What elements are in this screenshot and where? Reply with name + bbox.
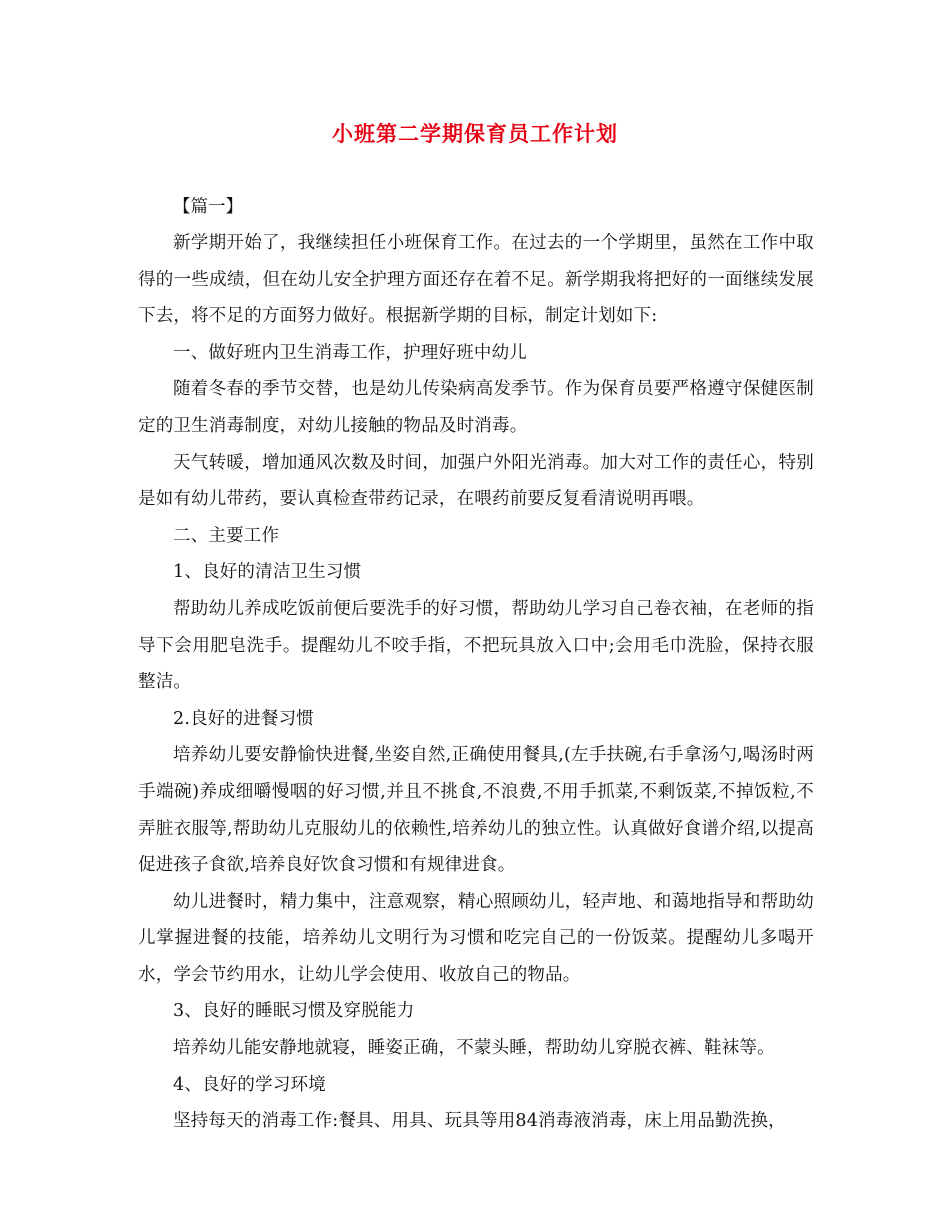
paragraph-intro: 新学期开始了，我继续担任小班保育工作。在过去的一个学期里，虽然在工作中取得的一些成绩，但在幼儿安全护理方面还存在着不足。新学期我将把好的一面继续发展下去，将不足的方面努力做好。根据新学期的目标，制定计划如下: — [138, 233, 814, 327]
paragraph-disinfection: 随着冬春的季节交替，也是幼儿传染病高发季节。作为保育员要严格遵守保健医制定的卫生消毒制度，对幼儿接触的物品及时消毒。 — [138, 379, 814, 436]
paragraph-eating: 培养幼儿要安静愉快进餐,坐姿自然,正确使用餐具,(左手扶碗,右手拿汤勺,喝汤时两手端碗)养成细嚼慢咽的好习惯,并且不挑食,不浪费,不用手抓菜,不剩饭菜,不掉饭粒,不弄脏衣服等,帮助幼儿克服幼儿的依赖性,培养幼儿的独立性。认真做好食谱介绍,以提高促进孩子食欲,培养良好饮食习惯和有规律进食。 — [138, 745, 814, 876]
paragraph-environment: 坚持每天的消毒工作:餐具、用具、玩具等用84消毒液消毒，床上用品勤洗换， — [173, 1111, 786, 1132]
paragraph-mealtime: 幼儿进餐时，精力集中，注意观察，精心照顾幼儿，轻声地、和蔼地指导和帮助幼儿掌握进餐的技能，培养幼儿文明行为习惯和吃完自己的一份饭菜。提醒幼儿多喝开水，学会节约用水，让幼儿学会使用、收放自己的物品。 — [138, 891, 814, 985]
heading-section-2: 二、主要工作 — [173, 525, 280, 546]
document-body — [138, 192, 814, 1140]
paragraph-sleep: 培养幼儿能安静地就寝，睡姿正确，不蒙头睡，帮助幼儿穿脱衣裤、鞋袜等。 — [173, 1038, 775, 1059]
heading-section-1: 一、做好班内卫生消毒工作，护理好班中幼儿 — [173, 342, 527, 363]
heading-item-4: 4、良好的学习环境 — [173, 1074, 326, 1095]
heading-item-2: 2.良好的进餐习惯 — [173, 708, 314, 729]
paragraph-hygiene: 帮助幼儿养成吃饭前便后要洗手的好习惯，帮助幼儿学习自己卷衣袖，在老师的指导下会用肥皂洗手。提醒幼儿不咬手指，不把玩具放入口中;会用毛巾洗脸，保持衣服整洁。 — [138, 598, 814, 693]
document-title: 小班第二学期保育员工作计划 — [332, 121, 618, 146]
heading-item-3: 3、良好的睡眠习惯及穿脱能力 — [173, 1001, 415, 1022]
paragraph-ventilation: 天气转暖，增加通风次数及时间，加强户外阳光消毒。加大对工作的责任心，特别是如有幼儿带药，要认真检查带药记录，在喂药前要反复看清说明再喂。 — [138, 452, 814, 510]
section-label: 【篇一】 — [173, 197, 243, 217]
heading-item-1: 1、良好的清洁卫生习惯 — [173, 562, 362, 583]
